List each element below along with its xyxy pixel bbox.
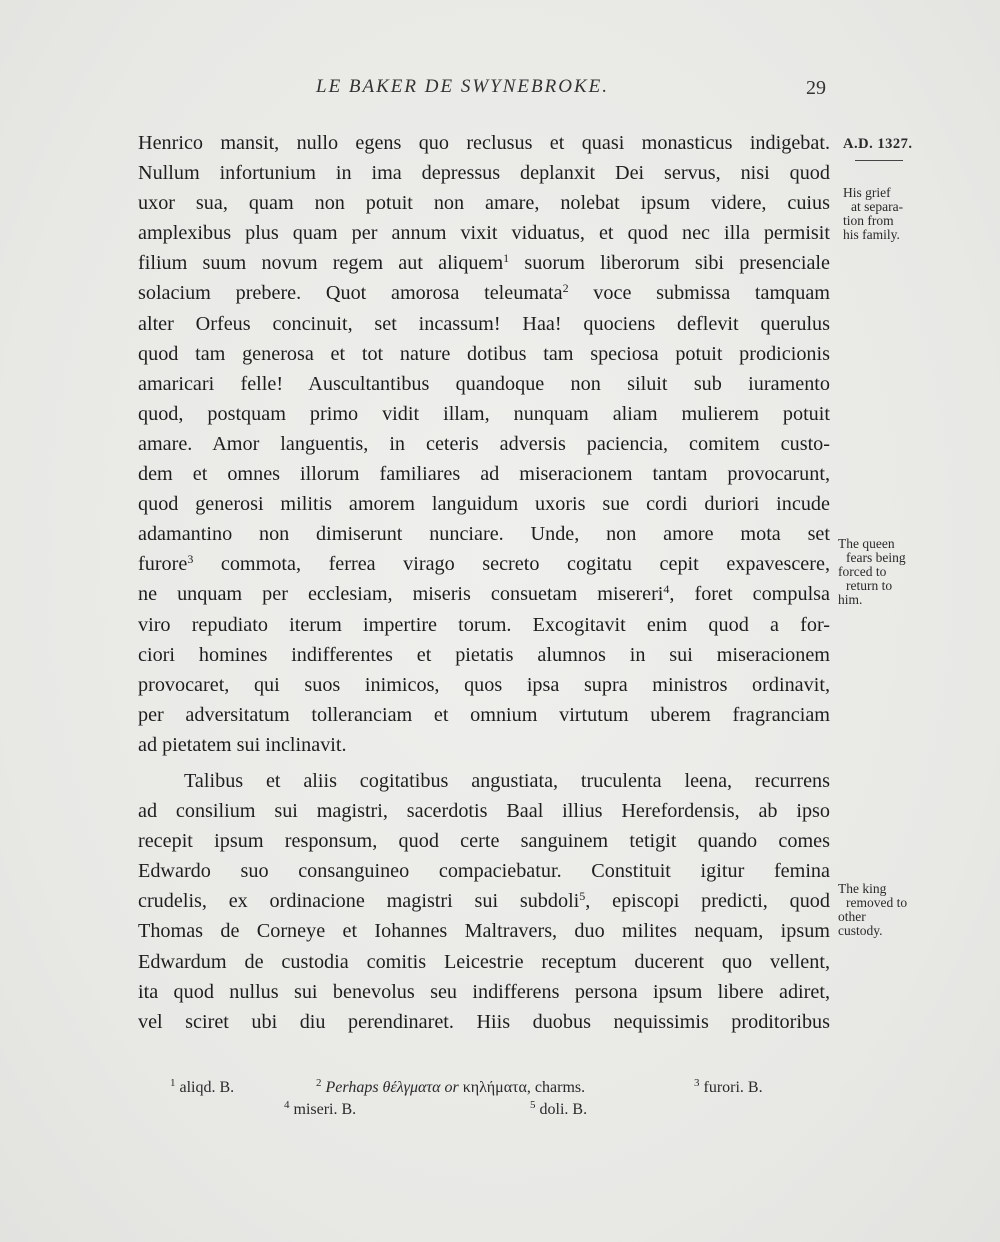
text-line: adamantino non dimiserunt nunciare. Unde, non amore mota set bbox=[138, 523, 830, 546]
footnote-ref: 1 bbox=[503, 251, 510, 266]
footnote-5 bbox=[530, 1100, 587, 1120]
margin-note-king bbox=[838, 882, 907, 938]
text-line: quod generosi militis amorem languidum uxoris sue cordi duriori incude bbox=[138, 493, 830, 516]
text-line: amaricari felle! Auscultantibus quandoque non siluit sub iuramento bbox=[138, 372, 830, 395]
footnote-2 bbox=[316, 1078, 585, 1098]
margin-note-line: forced to bbox=[838, 564, 887, 579]
text-line: ita quod nullus sui benevolus seu indifferens persona ipsum libere adiret, bbox=[138, 980, 830, 1003]
text-line: amplexibus plus quam per annum vixit viduatus, et quod nec illa permisit bbox=[138, 222, 830, 245]
margin-note-line: him. bbox=[838, 592, 863, 607]
text-line: ad consilium sui magistri, sacerdotis Baal illius Herefordensis, ab ipso bbox=[138, 800, 830, 823]
text-line: uxor sua, quam non potuit non amare, nolebat ipsum videre, cuius bbox=[138, 192, 830, 215]
text-line bbox=[138, 886, 830, 916]
paragraph-1 bbox=[138, 128, 830, 760]
text-segment: suorum liberorum sibi presenciale bbox=[509, 252, 830, 275]
running-title: LE BAKER DE SWYNEBROKE. bbox=[316, 76, 609, 97]
text-line bbox=[138, 278, 830, 308]
footnote-number: 5 bbox=[530, 1099, 536, 1111]
margin-note-line: at separa- bbox=[851, 199, 904, 214]
footnote-ref: 2 bbox=[562, 281, 569, 296]
text-line: viro repudiato iterum impertire torum. Excogitavit enim quod a for- bbox=[138, 613, 830, 636]
footnote-text-italic: or bbox=[444, 1079, 459, 1096]
footnote-1 bbox=[170, 1078, 234, 1098]
footnote-text-greek: θέλγματα bbox=[378, 1079, 445, 1096]
margin-date-rule bbox=[855, 160, 903, 161]
text-segment: solacium prebere. Quot amorosa teleumata bbox=[138, 282, 563, 305]
footnote-number: 2 bbox=[316, 1077, 322, 1089]
margin-date: A.D. 1327. bbox=[843, 136, 913, 152]
text-segment: , foret compulsa bbox=[669, 583, 830, 606]
footnote-ref: 3 bbox=[187, 552, 194, 567]
margin-note-line: removed to bbox=[846, 895, 908, 910]
text-segment: filium suum novum regem aut aliquem bbox=[138, 252, 504, 275]
footnote-number: 4 bbox=[284, 1099, 290, 1111]
text-line bbox=[138, 248, 830, 278]
footnote-ref: 5 bbox=[579, 889, 586, 904]
page-number: 29 bbox=[806, 77, 826, 99]
text-segment: voce submissa tamquam bbox=[568, 282, 831, 305]
text-line: Thomas de Corneye et Iohannes Maltravers, duo milites nequam, ipsum bbox=[138, 920, 830, 943]
text-line: quod, postquam primo vidit illam, nunquam aliam mulierem potuit bbox=[138, 402, 830, 425]
text-line: Nullum infortunium in ima depressus deplanxit Dei servus, nisi quod bbox=[138, 162, 830, 185]
text-segment: , episcopi predicti, quod bbox=[585, 890, 830, 913]
margin-note-grief bbox=[843, 186, 903, 242]
text-segment: commota, ferrea virago secreto cogitatu cepit expavescere, bbox=[193, 553, 830, 576]
margin-note-line: tion from bbox=[843, 213, 894, 228]
text-line: Edwardo suo consanguineo compaciebatur. Constituit igitur femina bbox=[138, 860, 830, 883]
text-line: vel sciret ubi diu perendinaret. Hiis duobus nequissimis proditoribus bbox=[138, 1010, 830, 1033]
footnote-text: furori. B. bbox=[703, 1079, 763, 1096]
text-segment: ne unquam per ecclesiam, miseris consuetam misereri bbox=[138, 583, 664, 606]
text-line: alter Orfeus concinuit, set incassum! Haa! quociens deflevit querulus bbox=[138, 312, 830, 335]
text-line: dem et omnes illorum familiares ad miseracionem tantam provocarunt, bbox=[138, 463, 830, 486]
text-line: Edwardum de custodia comitis Leicestrie receptum ducerent quo vellent, bbox=[138, 950, 830, 973]
margin-note-line: fears being bbox=[846, 550, 906, 565]
text-line: Talibus et aliis cogitatibus angustiata, truculenta leena, recurrens bbox=[184, 769, 830, 792]
footnote-text-italic: Perhaps bbox=[325, 1079, 379, 1096]
footnote-number: 1 bbox=[170, 1077, 176, 1089]
margin-note-line: his family. bbox=[843, 227, 900, 242]
margin-note-line: custody. bbox=[838, 923, 883, 938]
main-text bbox=[138, 128, 830, 1037]
footnote-text: κηλήματα, charms. bbox=[458, 1079, 586, 1096]
footnote-number: 3 bbox=[694, 1077, 700, 1089]
text-line: quod tam generosa et tot nature dotibus tam speciosa potuit prodicionis bbox=[138, 342, 830, 365]
text-line: amare. Amor languentis, in ceteris adversis paciencia, comitem custo- bbox=[138, 432, 830, 455]
footnote-text: doli. B. bbox=[539, 1101, 588, 1118]
margin-note-line: The queen bbox=[838, 536, 895, 551]
text-line bbox=[138, 549, 830, 579]
footnote-4 bbox=[284, 1100, 356, 1120]
footnote-text: aliqd. B. bbox=[179, 1079, 235, 1096]
margin-note-queen bbox=[838, 537, 906, 607]
text-line: recepit ipsum responsum, quod certe sanguinem tetigit quando comes bbox=[138, 830, 830, 853]
footnote-text: miseri. B. bbox=[293, 1101, 357, 1118]
text-segment: crudelis, ex ordinacione magistri sui subdoli bbox=[138, 890, 580, 913]
text-line: provocaret, qui suos inimicos, quos ipsa supra ministros ordinavit, bbox=[138, 673, 830, 696]
text-line: per adversitatum tolleranciam et omnium virtutum uberem fragranciam bbox=[138, 703, 830, 726]
footnote-ref: 4 bbox=[663, 582, 670, 597]
text-line: ad pietatem sui inclinavit. bbox=[138, 733, 347, 756]
text-line: Henrico mansit, nullo egens quo reclusus et quasi monasticus indigebat. bbox=[138, 132, 830, 154]
margin-note-line: The king bbox=[838, 881, 887, 896]
text-line: ciori homines indifferentes et pietatis alumnos in sui miseracionem bbox=[138, 643, 830, 666]
margin-note-line: other bbox=[838, 909, 866, 924]
paragraph-2 bbox=[138, 766, 830, 1037]
text-line bbox=[138, 579, 830, 609]
footnote-3 bbox=[694, 1078, 763, 1098]
margin-note-line: His grief bbox=[843, 185, 891, 200]
margin-note-line: return to bbox=[846, 578, 893, 593]
text-segment: furore bbox=[138, 553, 188, 576]
